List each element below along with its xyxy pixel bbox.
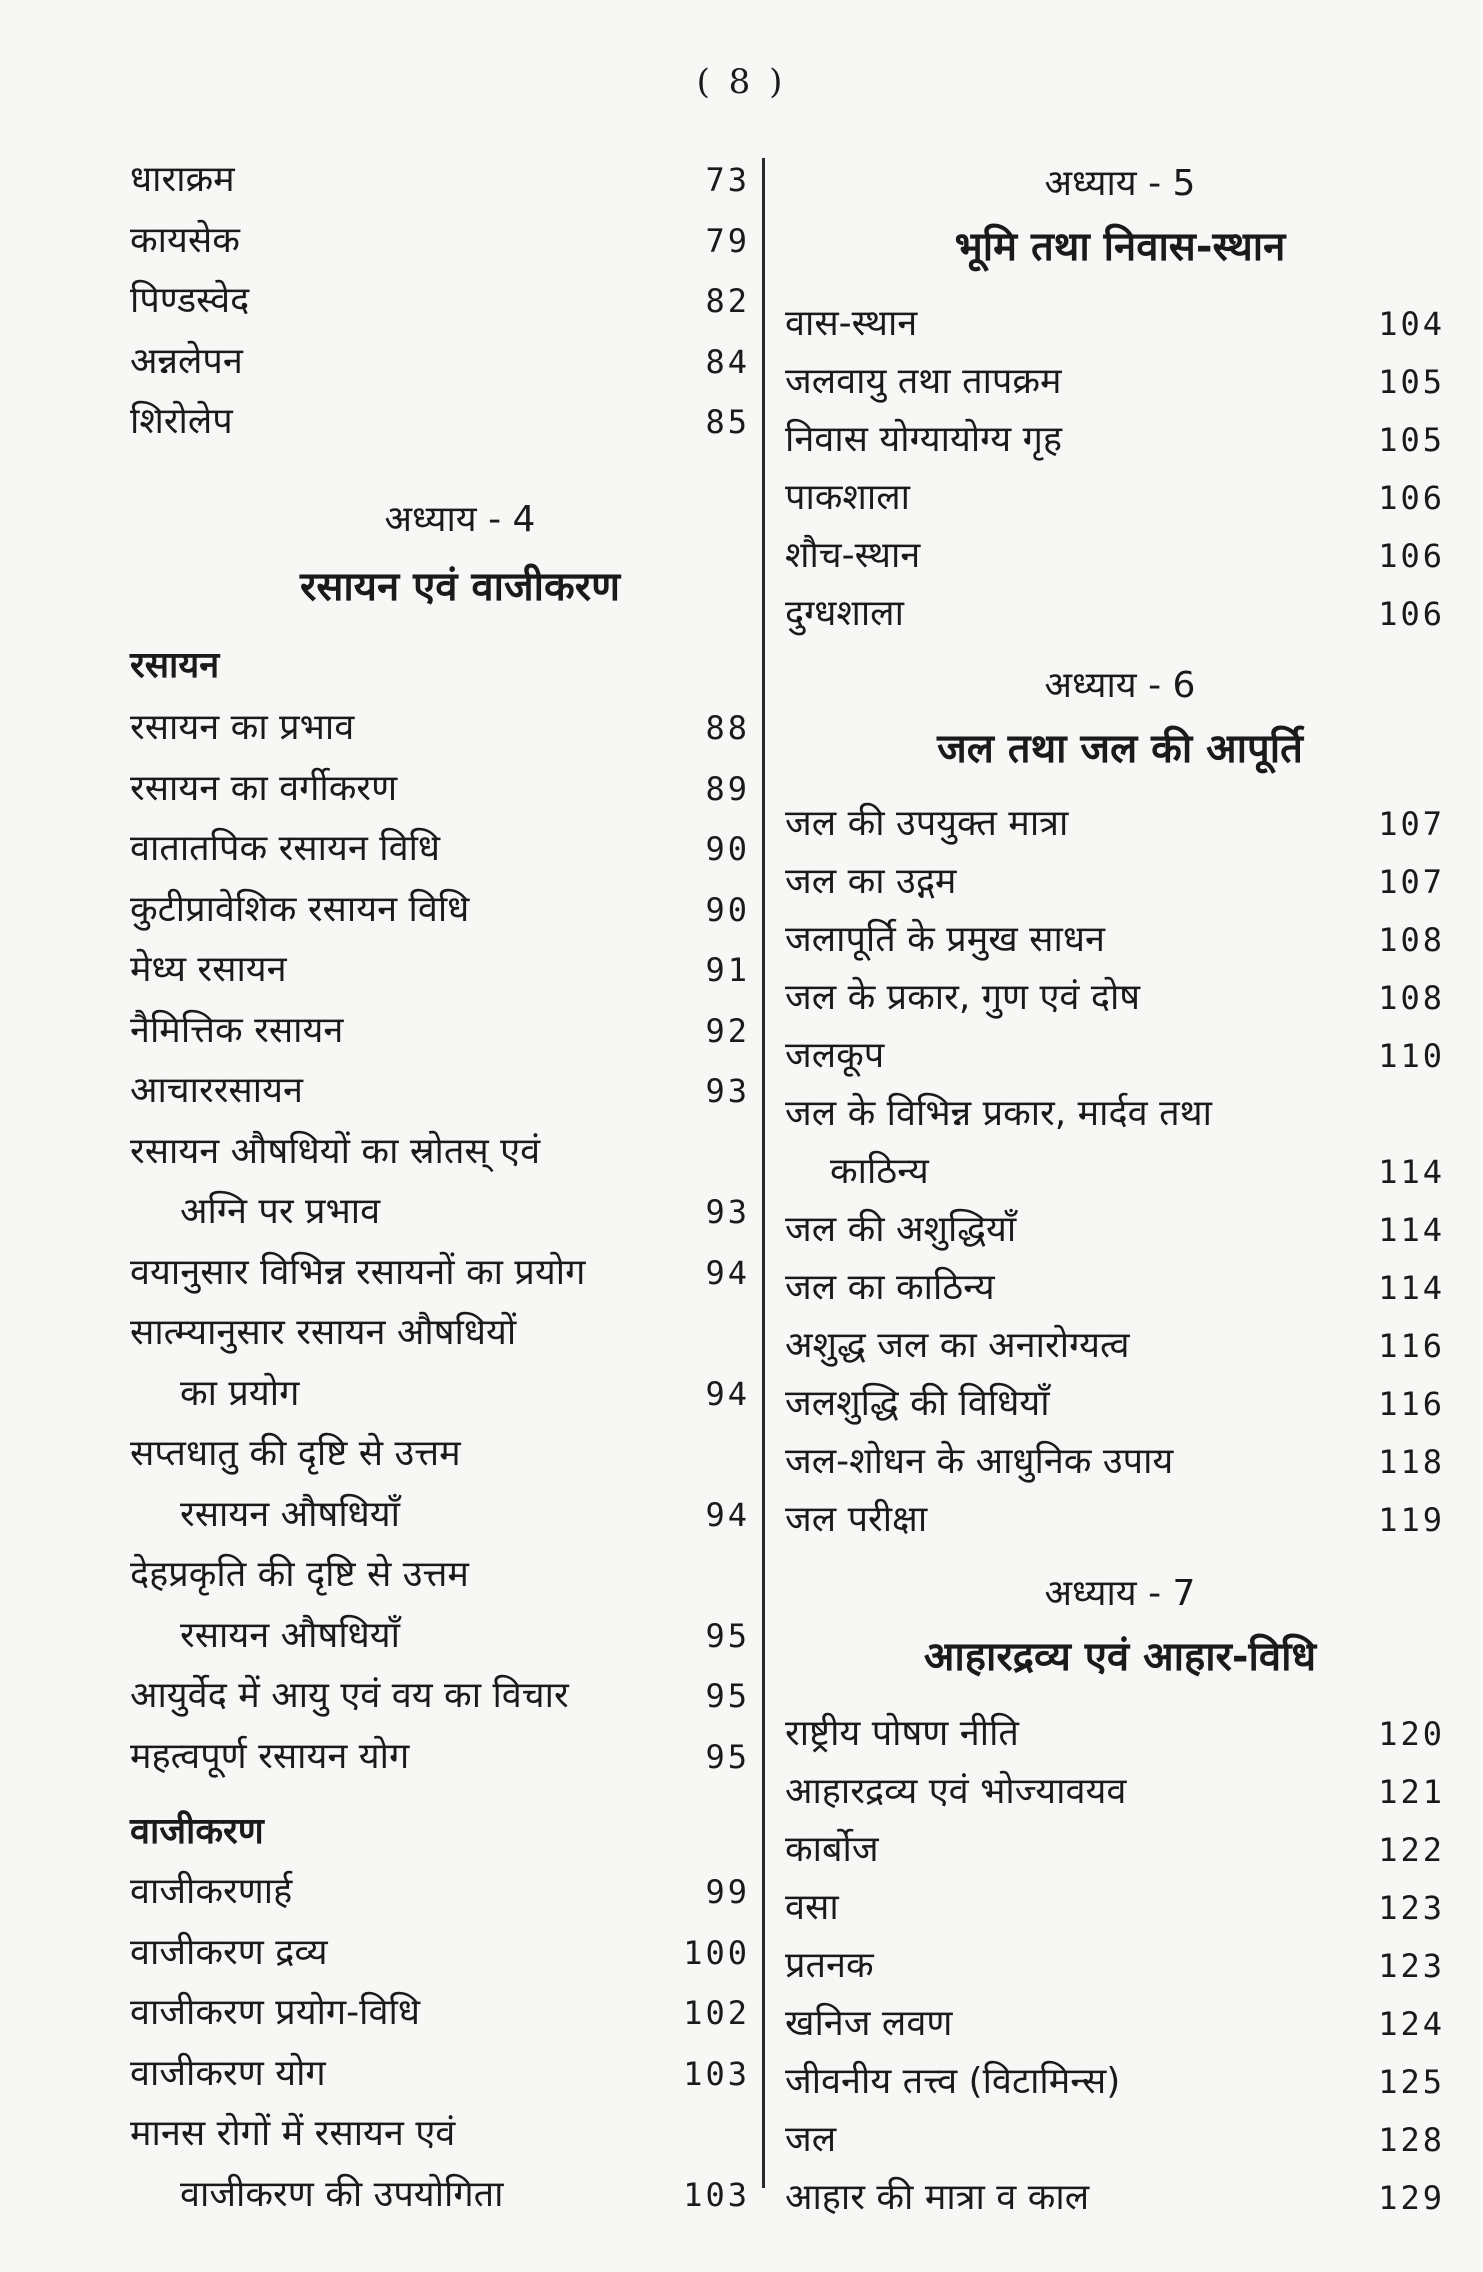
entry-page-number: 89 — [705, 769, 750, 808]
chapter-label: अध्याय - 7 — [1044, 1573, 1196, 1614]
entry-title: महत्वपूर्ण रसायन योग — [130, 1735, 410, 1777]
entry-title: वयानुसार विभिन्न रसायनों का प्रयोग — [130, 1251, 586, 1293]
chapter-title: रसायन एवं वाजीकरण — [299, 564, 620, 610]
entry-title-continued: रसायन औषधियाँ — [180, 1493, 400, 1535]
entry-page-number: 121 — [1378, 1773, 1445, 1811]
entry-page-number: 125 — [1378, 2063, 1445, 2101]
chapter-title: भूमि तथा निवास-स्थान — [954, 224, 1286, 270]
entry-page-number: 94 — [705, 1495, 750, 1534]
entry-title: कायसेक — [130, 219, 240, 261]
chapter-label: अध्याय - 5 — [1044, 163, 1196, 204]
entry-title: जल का काठिन्य — [785, 1267, 995, 1308]
entry-title: पाकशाला — [785, 477, 910, 518]
entry-page-number: 128 — [1378, 2121, 1445, 2159]
entry-page-number: 106 — [1378, 595, 1445, 633]
entry-title: जल के प्रकार, गुण एवं दोष — [785, 977, 1141, 1018]
entry-title: शिरोलेप — [130, 401, 233, 442]
entry-title: देहप्रकृति की दृष्टि से उत्तम — [130, 1554, 469, 1595]
entry-title: धाराक्रम — [130, 159, 235, 200]
entry-title: जलापूर्ति के प्रमुख साधन — [785, 919, 1105, 960]
entry-title: वसा — [785, 1887, 839, 1928]
entry-page-number: 105 — [1378, 363, 1445, 401]
entry-title: वाजीकरण द्रव्य — [130, 1931, 328, 1973]
entry-title: जलकूप — [785, 1035, 885, 1076]
entry-page-number: 104 — [1378, 305, 1445, 343]
entry-title: कुटीप्रावेशिक रसायन विधि — [130, 888, 470, 930]
entry-title: वाजीकरण योग — [130, 2052, 326, 2094]
entry-title: वास-स्थान — [785, 303, 918, 344]
entry-title: रसायन औषधियों का स्रोतस् एवं — [130, 1130, 541, 1172]
entry-title: जलशुद्धि की विधियाँ — [785, 1383, 1050, 1424]
entry-title: खनिज लवण — [785, 2003, 953, 2044]
entry-page-number: 129 — [1378, 2179, 1445, 2217]
entry-title: मेध्य रसायन — [130, 949, 287, 990]
entry-title: पिण्डस्वेद — [130, 280, 250, 321]
entry-title: वाजीकरण प्रयोग-विधि — [130, 1992, 420, 2033]
entry-page-number: 105 — [1378, 421, 1445, 459]
entry-page-number: 118 — [1378, 1443, 1445, 1481]
entry-title-continued: अग्नि पर प्रभाव — [180, 1191, 381, 1232]
entry-page-number: 103 — [683, 2054, 750, 2093]
entry-title: जल-शोधन के आधुनिक उपाय — [785, 1441, 1174, 1482]
chapter-title: आहारद्रव्य एवं आहार-विधि — [923, 1634, 1317, 1680]
section-heading: रसायन — [130, 645, 220, 686]
entry-title: मानस रोगों में रसायन एवं — [130, 2113, 456, 2154]
entry-title: जल परीक्षा — [785, 1499, 928, 1540]
entry-page-number: 102 — [683, 1994, 750, 2032]
entry-page-number: 116 — [1378, 1327, 1445, 1365]
entry-title: राष्ट्रीय पोषण नीति — [785, 1713, 1019, 1754]
entry-page-number: 82 — [705, 282, 750, 320]
entry-page-number: 116 — [1378, 1385, 1445, 1423]
entry-page-number: 94 — [705, 1253, 750, 1292]
entry-title: जल के विभिन्न प्रकार, मार्दव तथा — [785, 1093, 1212, 1134]
entry-page-number: 79 — [705, 221, 750, 260]
entry-title: रसायन का वर्गीकरण — [130, 767, 398, 809]
entry-page-number: 110 — [1378, 1037, 1445, 1075]
entry-title: नैमित्तिक रसायन — [130, 1009, 344, 1051]
entry-page-number: 123 — [1378, 1889, 1445, 1927]
entry-title: वातातपिक रसायन विधि — [130, 828, 441, 869]
entry-title: जल — [785, 2119, 837, 2160]
entry-page-number: 90 — [705, 830, 750, 868]
entry-title: सप्तधातु की दृष्टि से उत्तम — [130, 1433, 461, 1474]
entry-title: आयुर्वेद में आयु एवं वय का विचार — [130, 1675, 569, 1716]
entry-page-number: 123 — [1378, 1947, 1445, 1985]
entry-title: जल का उद्गम — [785, 861, 957, 902]
chapter-label: अध्याय - 6 — [1044, 665, 1196, 706]
entry-page-number: 114 — [1378, 1269, 1445, 1307]
entry-page-number: 120 — [1378, 1715, 1445, 1753]
entry-page-number: 88 — [705, 709, 750, 747]
entry-page-number: 107 — [1378, 805, 1445, 843]
entry-page-number: 100 — [683, 1933, 750, 1972]
entry-title-continued: वाजीकरण की उपयोगिता — [180, 2173, 504, 2215]
entry-page-number: 93 — [705, 1193, 750, 1231]
entry-title: आहार की मात्रा व काल — [785, 2177, 1090, 2218]
entry-page-number: 93 — [705, 1072, 750, 1110]
entry-title: जल की उपयुक्त मात्रा — [785, 803, 1069, 844]
entry-title: सात्म्यानुसार रसायन औषधियों — [130, 1312, 517, 1353]
entry-title: जल की अशुद्धियाँ — [785, 1209, 1017, 1250]
entry-title: कार्बोज — [785, 1829, 879, 1870]
entry-page-number: 73 — [705, 161, 750, 199]
entry-title-continued: का प्रयोग — [180, 1372, 300, 1414]
entry-page-number: 95 — [705, 1616, 750, 1655]
entry-title: वाजीकरणार्ह — [130, 1871, 293, 1912]
entry-page-number: 106 — [1378, 537, 1445, 575]
entry-page-number: 92 — [705, 1011, 750, 1050]
chapter-title: जल तथा जल की आपूर्ति — [937, 726, 1303, 772]
entry-title: निवास योग्यायोग्य गृह — [785, 419, 1062, 460]
entry-page-number: 107 — [1378, 863, 1445, 901]
entry-title: आहारद्रव्य एवं भोज्यावयव — [785, 1771, 1127, 1812]
entry-page-number: 114 — [1378, 1211, 1445, 1249]
entry-title: अशुद्ध जल का अनारोग्यत्व — [785, 1325, 1130, 1366]
entry-page-number: 119 — [1378, 1501, 1445, 1539]
entry-title: रसायन का प्रभाव — [130, 707, 355, 748]
entry-title: जलवायु तथा तापक्रम — [785, 361, 1062, 402]
entry-page-number: 91 — [705, 951, 750, 989]
page-number: ( 8 ) — [696, 62, 787, 102]
entry-page-number: 99 — [705, 1873, 750, 1911]
entry-page-number: 122 — [1378, 1831, 1445, 1869]
entry-page-number: 108 — [1378, 921, 1445, 959]
entry-page-number: 95 — [705, 1677, 750, 1715]
entry-title-continued: काठिन्य — [830, 1151, 929, 1192]
entry-page-number: 90 — [705, 890, 750, 929]
entry-page-number: 108 — [1378, 979, 1445, 1017]
entry-title: अन्नलेपन — [130, 340, 243, 382]
entry-page-number: 103 — [683, 2175, 750, 2214]
entry-page-number: 94 — [705, 1374, 750, 1413]
entry-title: दुग्धशाला — [785, 593, 904, 634]
entry-title: आचाररसायन — [130, 1070, 303, 1111]
entry-title: जीवनीय तत्त्व (विटामिन्स) — [785, 2061, 1121, 2102]
entry-page-number: 124 — [1378, 2005, 1445, 2043]
chapter-label: अध्याय - 4 — [384, 499, 536, 540]
entry-title: शौच-स्थान — [785, 535, 921, 576]
column-divider — [762, 158, 765, 2188]
entry-page-number: 85 — [705, 403, 750, 441]
entry-title-continued: रसायन औषधियाँ — [180, 1614, 400, 1656]
entry-page-number: 84 — [705, 342, 750, 381]
entry-title: प्रतनक — [785, 1945, 874, 1986]
entry-page-number: 95 — [705, 1737, 750, 1776]
entry-page-number: 114 — [1378, 1153, 1445, 1191]
entry-page-number: 106 — [1378, 479, 1445, 517]
section-heading: वाजीकरण — [130, 1811, 264, 1852]
